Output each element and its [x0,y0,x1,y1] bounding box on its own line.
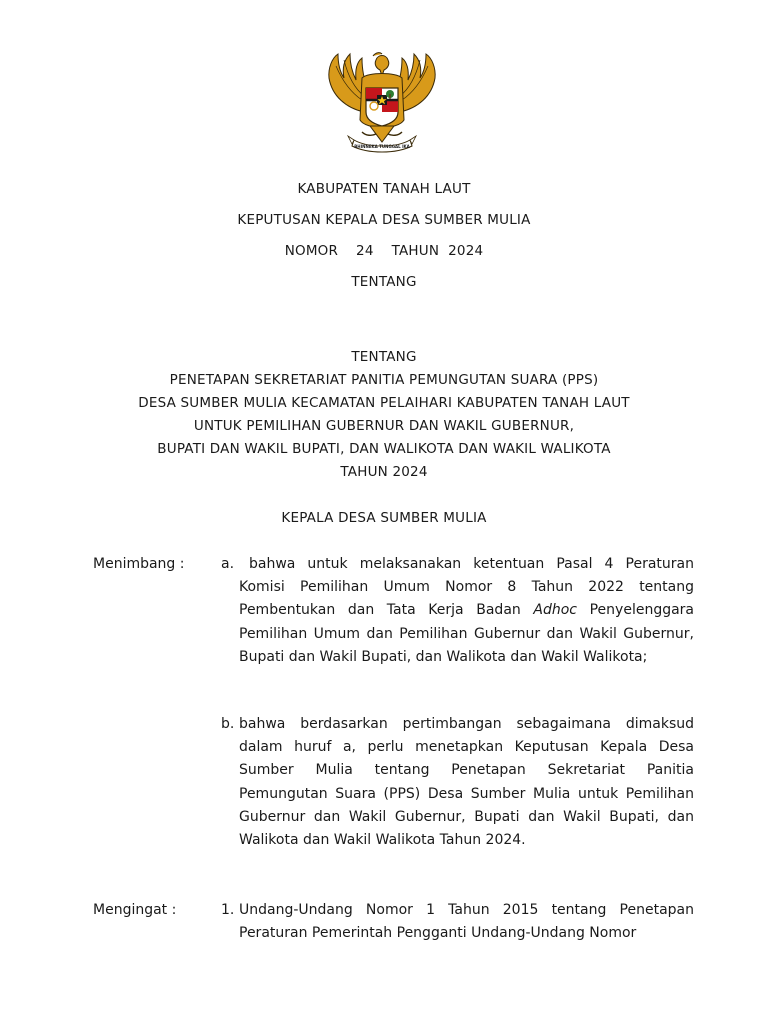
garuda-pancasila-emblem [324,50,440,156]
subject-line: BUPATI DAN WAKIL BUPATI, DAN WALIKOTA DAN WAKIL WALIKOTA [157,441,611,457]
decree-number: NOMOR 24 TAHUN 2024 [284,243,484,259]
menimbang-item-a-italic: Adhoc [533,602,577,619]
menimbang-label: Menimbang : [93,556,185,572]
subject-line: DESA SUMBER MULIA KECAMATAN PELAIHARI KABUPATEN TANAH LAUT [138,395,630,411]
list-marker: a. [221,556,235,572]
subject-line: UNTUK PEMILIHAN GUBERNUR DAN WAKIL GUBERNUR, [193,418,575,434]
about-heading-1: TENTANG [351,274,417,290]
authority-heading: KEPALA DESA SUMBER MULIA [281,510,487,526]
about-heading-2: TENTANG [351,349,417,365]
subject-line: TAHUN 2024 [340,464,428,480]
list-marker: 1. [221,902,235,918]
emblem-ribbon-text: BHINNEKA TUNGGAL IKA [354,144,410,149]
menimbang-item-a-text-end: Penyelenggara Pemilihan Umum dan Pemilihan Gubernur dan Wakil Gubernur, Bupati dan Wakil Bupati, dan Walikota dan Wakil Walikota; [239,602,695,665]
mengingat-label: Mengingat : [93,902,177,918]
subject-line: PENETAPAN SEKRETARIAT PANITIA PEMUNGUTAN SUARA (PPS) [169,372,599,388]
menimbang-item-b: bahwa berdasarkan pertimbangan sebagaimana dimaksud dalam huruf a, perlu menetapkan Keputusan Kepala Desa Sumber Mulia tentang Penetapan Sekretariat Panitia Pemungutan Suara (PPS) Desa Sumber Mulia untuk Pemilihan Gubernur dan Wakil Gubernur, Bupati dan Wakil Bupati, dan Walikota dan Wakil Walikota Tahun 2024. [239,716,694,849]
mengingat-item-1: Undang-Undang Nomor 1 Tahun 2015 tentang Penetapan Peraturan Pemerintah Pengganti Undang-Undang Nomor [239,902,694,942]
decree-title: KEPUTUSAN KEPALA DESA SUMBER MULIA [237,212,531,228]
menimbang-item-a [239,553,694,669]
regency-name: KABUPATEN TANAH LAUT [297,181,471,197]
menimbang-item-a-text: bahwa untuk melaksanakan ketentuan Pasal 4 Peraturan Komisi Pemilihan Umum Nomor 8 Tahun 2022 tentang Pembentukan dan Tata Kerja Badan [239,556,694,619]
list-marker: b. [221,716,235,732]
